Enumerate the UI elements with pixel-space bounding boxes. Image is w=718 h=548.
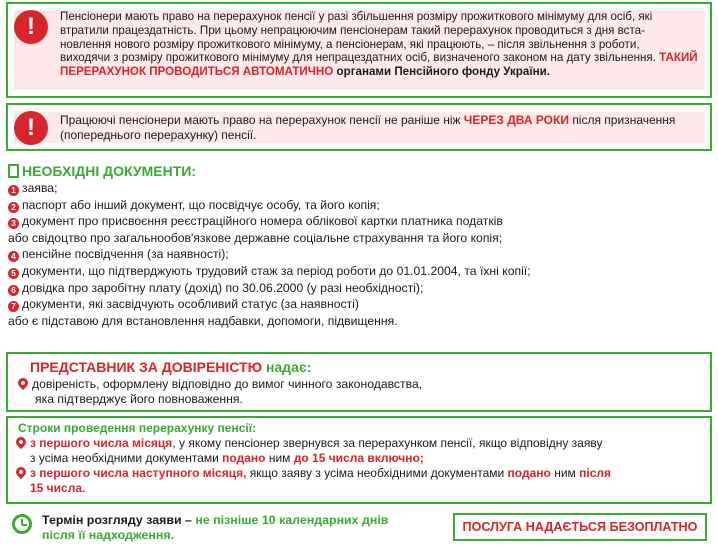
document-item-text: довідка про заробітну плату (дохід) по 30.06.2000 (у разі необхідності);	[22, 280, 424, 295]
document-item	[8, 263, 708, 280]
location-pin-icon	[16, 376, 30, 390]
document-item	[8, 280, 708, 297]
documents-list	[8, 180, 708, 329]
document-item-text: заява;	[22, 181, 58, 195]
clock-icon	[12, 514, 32, 534]
required-documents	[8, 162, 708, 329]
documents-heading: НЕОБХІДНІ ДОКУМЕНТИ:	[8, 162, 708, 180]
item-number-badge: 4	[8, 251, 19, 262]
document-item-text: паспорт або інший документ, що посвідчує особу, та його копія;	[22, 197, 380, 212]
document-item	[8, 230, 708, 247]
document-item-text: документи, які засвідчують особливий статус (за наявності)	[22, 297, 359, 312]
location-pin-icon	[14, 465, 28, 479]
notice-text: Працюючі пенсіонери мають право на перерахунок пенсії не раніше ніж ЧЕРЕЗ ДВА РОКИ після призначення (попереднього перерахунку) пенсії.	[60, 113, 676, 142]
item-number-badge: 7	[8, 301, 19, 312]
document-item-text: або свідоцтво про загальнообов'язкове державне соціальне страхування та його копія;	[8, 230, 503, 245]
item-number-badge: 2	[8, 202, 19, 213]
document-item	[8, 180, 708, 197]
bottom-bar	[8, 510, 708, 546]
representative-text: довіреність, оформлену відповідно до вимог чинного законодавства, яка підтверджує його повноваження.	[16, 377, 422, 407]
item-number-badge: 5	[8, 268, 19, 279]
document-list-icon	[8, 164, 19, 178]
notice-box-recalculation	[6, 2, 712, 98]
document-item-text: пенсійне посвідчення (за наявності);	[22, 247, 229, 262]
notice-box-working-pensioners	[6, 103, 712, 151]
recalculation-terms-box	[6, 416, 712, 504]
document-item	[8, 313, 708, 330]
representative-box	[6, 352, 712, 412]
location-pin-icon	[14, 435, 28, 449]
document-item-text: документи, що підтверджують трудовий стаж за період роботи до 01.01.2004, та їхні копії;	[22, 263, 531, 278]
representative-title: ПРЕДСТАВНИК ЗА ДОВІРЕНІСТЮ надає:	[30, 359, 312, 375]
terms-title: Строки проведення перерахунку пенсії:	[18, 421, 257, 435]
document-item	[8, 197, 708, 214]
item-number-badge: 3	[8, 218, 19, 229]
exclamation-icon: !	[14, 10, 48, 44]
terms-text: з першого числа місяця, у якому пенсіонер звернувся за перерахунком пенсії, якщо відповідну заяву з усіма необхідними документами подано ним до 15 числа включно; з першого числа наступного місяця, якщо заяву з усіма необхідними документами подано ним після 15 числа.	[14, 436, 704, 496]
document-item-text: або є підставою для встановлення надбавки, допомоги, підвищення.	[8, 313, 398, 328]
document-item	[8, 296, 708, 313]
review-term: Термін розгляду заяви – не пізніше 10 календарних днів після її надходження.	[42, 513, 389, 542]
item-number-badge: 1	[8, 185, 19, 196]
document-item-text: документ про присвоєння реєстраційного номера облікової картки платника податків	[22, 214, 503, 229]
notice-text: Пенсіонери мають право на перерахунок пенсії у разі збільшення розміру прожиткового мінімуму для осіб, які втратили працездатність. При цьому непрацюючим пенсіонерам такий перерахунок проводиться з дня вста- новлення нового розміру прожиткового мінімуму, а пенсіонерам, які працюють, – після звільнення з роботи, виходячи з розміру прожиткового мінімуму для непрацездатних осіб, визначеного законом на дату звільнення. ТАКИЙ ПЕРЕРАХУНОК ПРОВОДИТЬСЯ АВТОМАТИЧНО органами Пенсійного фонду України.	[60, 10, 698, 79]
exclamation-icon: !	[14, 111, 48, 145]
free-service-badge: ПОСЛУГА НАДАЄТЬСЯ БЕЗОПЛАТНО	[453, 513, 707, 541]
document-item	[8, 213, 708, 230]
item-number-badge: 6	[8, 285, 19, 296]
document-item	[8, 246, 708, 263]
